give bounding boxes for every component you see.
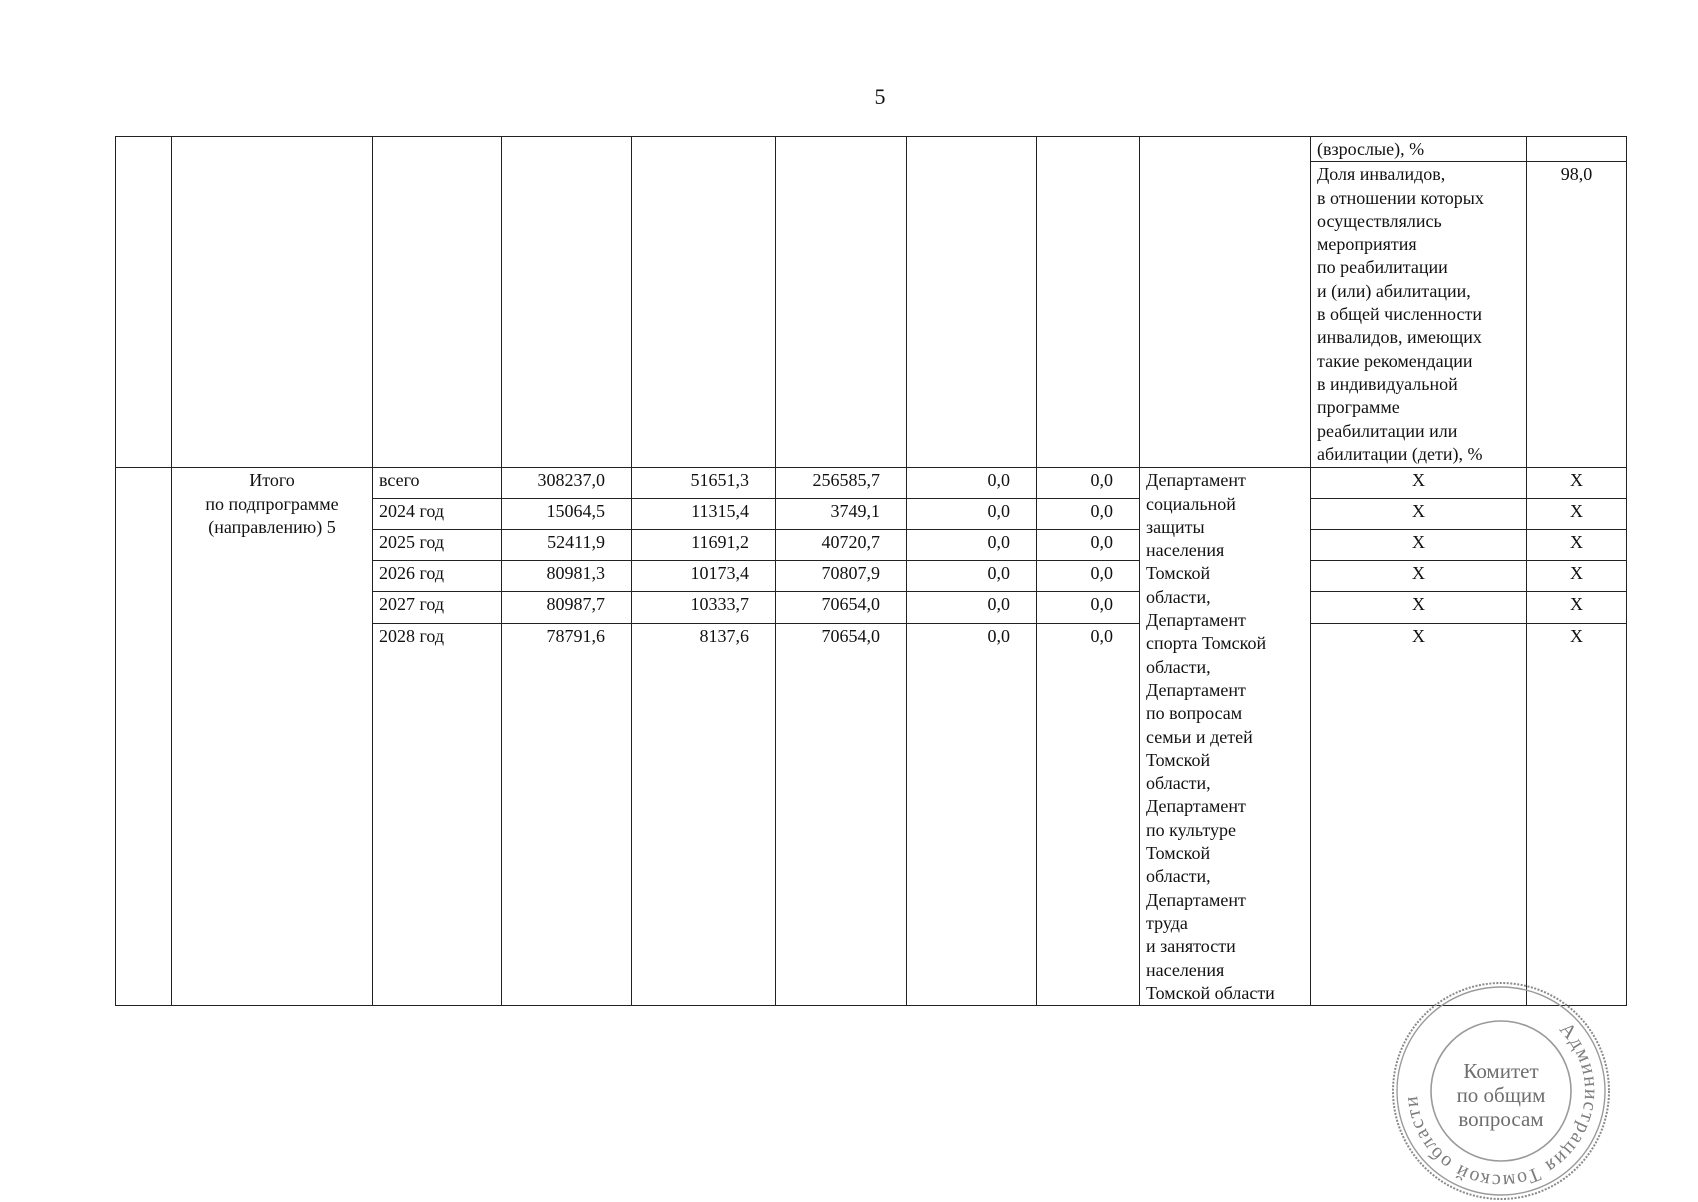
indicator-main-value: 98,0: [1527, 162, 1627, 468]
stamp-ring-text: Администрация Томской области: [1399, 1018, 1603, 1193]
indicator-main-cell: Доля инвалидов, в отношении которых осуществлялись мероприятия по реабилитации и (или) абилитации, в общей численности инвалидов, имеющих такие рекомендации в индивидуальной программе реабилитации или абилитации (дети), %: [1311, 162, 1527, 468]
local-cell: 0,0: [907, 530, 1037, 561]
indicator-x-cell: X: [1311, 468, 1527, 499]
cell-federal-empty: [632, 137, 776, 468]
official-stamp: [1390, 980, 1612, 1202]
cell-total-empty: [502, 137, 632, 468]
cell-other-empty: [1037, 137, 1140, 468]
federal-cell: 8137,6: [632, 623, 776, 1006]
total-cell: 80981,3: [502, 561, 632, 592]
other-cell: 0,0: [1037, 623, 1140, 1006]
cell-period-empty: [373, 137, 502, 468]
other-cell: 0,0: [1037, 530, 1140, 561]
period-cell: 2027 год: [373, 592, 502, 623]
cell-responsible-empty: [1140, 137, 1311, 468]
total-cell: 15064,5: [502, 499, 632, 530]
cell-regional-empty: [776, 137, 907, 468]
federal-cell: 11691,2: [632, 530, 776, 561]
regional-cell: 40720,7: [776, 530, 907, 561]
local-cell: 0,0: [907, 623, 1037, 1006]
period-cell: 2024 год: [373, 499, 502, 530]
cell-local-empty: [907, 137, 1037, 468]
subtotal-row-all: [116, 468, 1627, 499]
stamp-center-line1: Комитет: [1463, 1059, 1539, 1083]
total-cell: 52411,9: [502, 530, 632, 561]
continuation-row-1: [116, 137, 1627, 162]
total-cell: 78791,6: [502, 623, 632, 1006]
stamp-center-line3: вопросам: [1458, 1107, 1544, 1131]
indicator-top-value-cell: [1527, 137, 1627, 162]
other-cell: 0,0: [1037, 468, 1140, 499]
stamp-center-line2: по общим: [1456, 1083, 1546, 1107]
regional-cell: 70654,0: [776, 623, 907, 1006]
regional-cell: 70807,9: [776, 561, 907, 592]
federal-cell: 51651,3: [632, 468, 776, 499]
indicator-x-cell: X: [1311, 530, 1527, 561]
other-cell: 0,0: [1037, 592, 1140, 623]
local-cell: 0,0: [907, 561, 1037, 592]
indicator-top-cell: (взрослые), %: [1311, 137, 1527, 162]
cell-name-empty: [172, 137, 373, 468]
total-cell: 80987,7: [502, 592, 632, 623]
regional-cell: 256585,7: [776, 468, 907, 499]
period-cell: всего: [373, 468, 502, 499]
federal-cell: 11315,4: [632, 499, 776, 530]
federal-cell: 10333,7: [632, 592, 776, 623]
federal-cell: 10173,4: [632, 561, 776, 592]
regional-cell: 70654,0: [776, 592, 907, 623]
value-x-cell: X: [1527, 499, 1627, 530]
value-x-cell: X: [1527, 468, 1627, 499]
period-cell: 2025 год: [373, 530, 502, 561]
period-cell: 2028 год: [373, 623, 502, 1006]
value-x-cell: X: [1527, 561, 1627, 592]
other-cell: 0,0: [1037, 499, 1140, 530]
value-x-cell: X: [1527, 592, 1627, 623]
page-number: 5: [874, 84, 886, 109]
value-x-cell: X: [1527, 623, 1627, 1006]
local-cell: 0,0: [907, 592, 1037, 623]
other-cell: 0,0: [1037, 561, 1140, 592]
local-cell: 0,0: [907, 499, 1037, 530]
indicator-x-cell: X: [1311, 561, 1527, 592]
regional-cell: 3749,1: [776, 499, 907, 530]
cell-num-empty: [116, 137, 172, 468]
total-cell: 308237,0: [502, 468, 632, 499]
indicator-x-cell: X: [1311, 623, 1527, 1006]
indicator-x-cell: X: [1311, 592, 1527, 623]
subtotal-label: Итого по подпрограмме (направлению) 5: [172, 468, 373, 1006]
responsible-cell: Департамент социальной защиты населения Томской области, Департамент спорта Томской области, Департамент по вопросам семьи и детей Томской области, Департамент по культуре Томской области, Департамент труда и занятости населения Томской области: [1140, 468, 1311, 1006]
period-cell: 2026 год: [373, 561, 502, 592]
indicator-x-cell: X: [1311, 499, 1527, 530]
budget-table: [115, 136, 1627, 1006]
local-cell: 0,0: [907, 468, 1037, 499]
cell-num-empty: [116, 468, 172, 1006]
value-x-cell: X: [1527, 530, 1627, 561]
